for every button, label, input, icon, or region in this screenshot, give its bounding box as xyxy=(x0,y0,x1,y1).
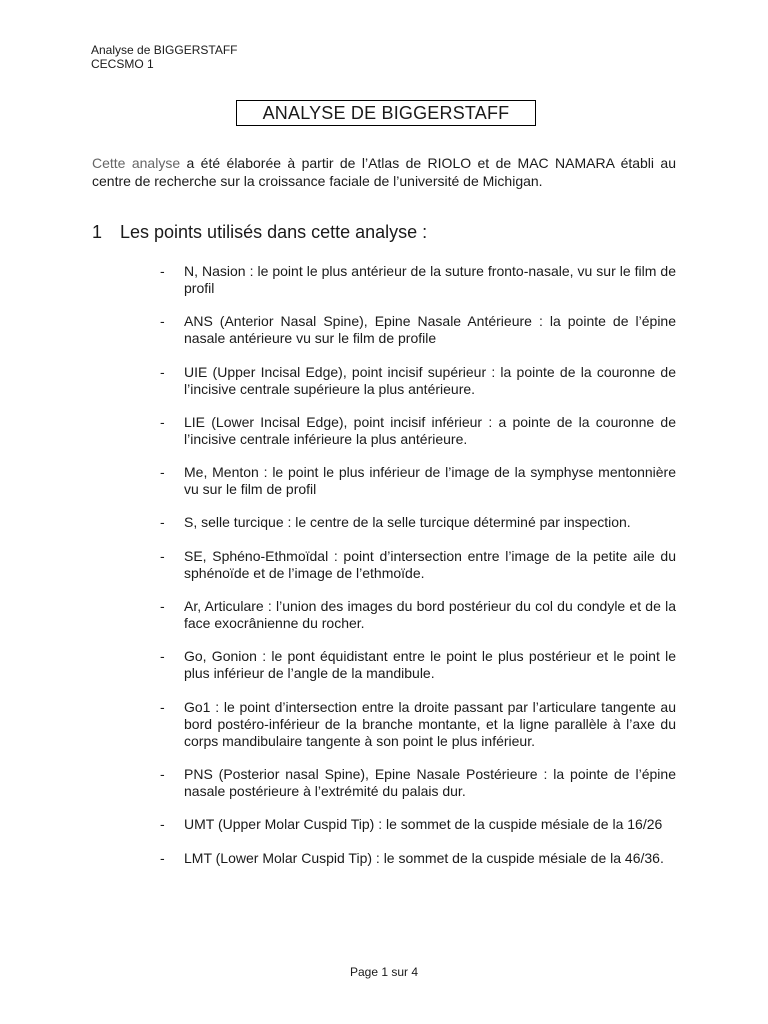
list-bullet: - xyxy=(160,413,165,430)
list-bullet: - xyxy=(160,464,165,481)
list-bullet: - xyxy=(160,648,165,665)
list-item xyxy=(160,850,676,867)
section-heading xyxy=(92,221,427,243)
list-bullet: - xyxy=(160,313,165,330)
page-number: Page 1 sur 4 xyxy=(349,965,419,979)
list-item-text: S, selle turcique : le centre de la selle turcique déterminé par inspection. xyxy=(184,514,631,531)
list-item-text: ANS (Anterior Nasal Spine), Epine Nasale Antérieure : la pointe de l’épine nasale antérieure vu sur le film de profile xyxy=(184,313,676,347)
list-bullet: - xyxy=(160,816,165,833)
list-bullet: - xyxy=(160,598,165,615)
list-item-text: Me, Menton : le point le plus inférieur de l’image de la symphyse mentonnière vu sur le film de profil xyxy=(184,464,676,498)
list-bullet: - xyxy=(160,849,165,866)
list-item xyxy=(160,598,676,632)
list-item-text: Go1 : le point d’intersection entre la droite passant par l’articulare tangente au bord postéro-inférieur de la branche montante, et la ligne parallèle à l’axe du corps mandibulaire tangente à son point le plus inférieur. xyxy=(184,698,676,749)
list-item xyxy=(160,816,676,833)
list-item-text: PNS (Posterior nasal Spine), Epine Nasale Postérieure : la pointe de l’épine nasale postérieure à l’extrémité du palais dur. xyxy=(184,765,676,799)
list-item-text: UIE (Upper Incisal Edge), point incisif supérieur : la pointe de la couronne de l’incisive centrale supérieure la plus antérieure. xyxy=(184,363,676,397)
page-header xyxy=(91,43,238,71)
page-footer xyxy=(0,965,768,979)
list-item-text: Go, Gonion : le pont équidistant entre le point le plus postérieur et le point le plus inférieur de l’angle de la mandibule. xyxy=(184,648,676,682)
list-item xyxy=(160,364,676,398)
list-item xyxy=(160,548,676,582)
list-item xyxy=(160,648,676,682)
list-item-text: N, Nasion : le point le plus antérieur de la suture fronto-nasale, vu sur le film de profil xyxy=(184,263,676,296)
list-item xyxy=(160,514,676,531)
list-bullet: - xyxy=(160,698,165,715)
list-item xyxy=(160,263,676,297)
list-item xyxy=(160,313,676,347)
list-item-text: LMT (Lower Molar Cuspid Tip) : le sommet de la cuspide mésiale de la 46/36. xyxy=(184,849,664,866)
list-bullet: - xyxy=(160,514,165,531)
list-item-text: LIE (Lower Incisal Edge), point incisif inférieur : a pointe de la couronne de l’incisive centrale inférieure la plus antérieure. xyxy=(184,413,676,447)
list-bullet: - xyxy=(160,263,165,279)
intro-highlight: Cette analyse xyxy=(92,155,181,171)
list-item xyxy=(160,464,676,498)
section-number: 1 xyxy=(92,222,103,242)
section-title: Les points utilisés dans cette analyse : xyxy=(120,222,428,242)
list-bullet: - xyxy=(160,765,165,782)
document-title: ANALYSE DE BIGGERSTAFF xyxy=(236,100,536,126)
list-item xyxy=(160,699,676,750)
list-item xyxy=(160,766,676,800)
intro-text: a été élaborée à partir de l’Atlas de RIOLO et de MAC NAMARA établi au centre de recherche sur la croissance faciale de l’université de Michigan. xyxy=(92,155,676,189)
list-bullet: - xyxy=(160,547,165,564)
points-list xyxy=(160,263,676,883)
list-bullet: - xyxy=(160,363,165,380)
list-item-text: UMT (Upper Molar Cuspid Tip) : le sommet de la cuspide mésiale de la 16/26 xyxy=(184,816,663,833)
header-line-1: Analyse de BIGGERSTAFF xyxy=(91,43,238,57)
list-item-text: Ar, Articulare : l’union des images du bord postérieur du col du condyle et de la face exocrânienne du rocher. xyxy=(184,598,676,632)
intro-paragraph xyxy=(92,155,676,190)
list-item xyxy=(160,414,676,448)
list-item-text: SE, Sphéno-Ethmoïdal : point d’intersection entre l’image de la petite aile du sphénoïde et de l’image de l’ethmoïde. xyxy=(184,547,676,581)
header-line-2: CECSMO 1 xyxy=(91,57,154,71)
